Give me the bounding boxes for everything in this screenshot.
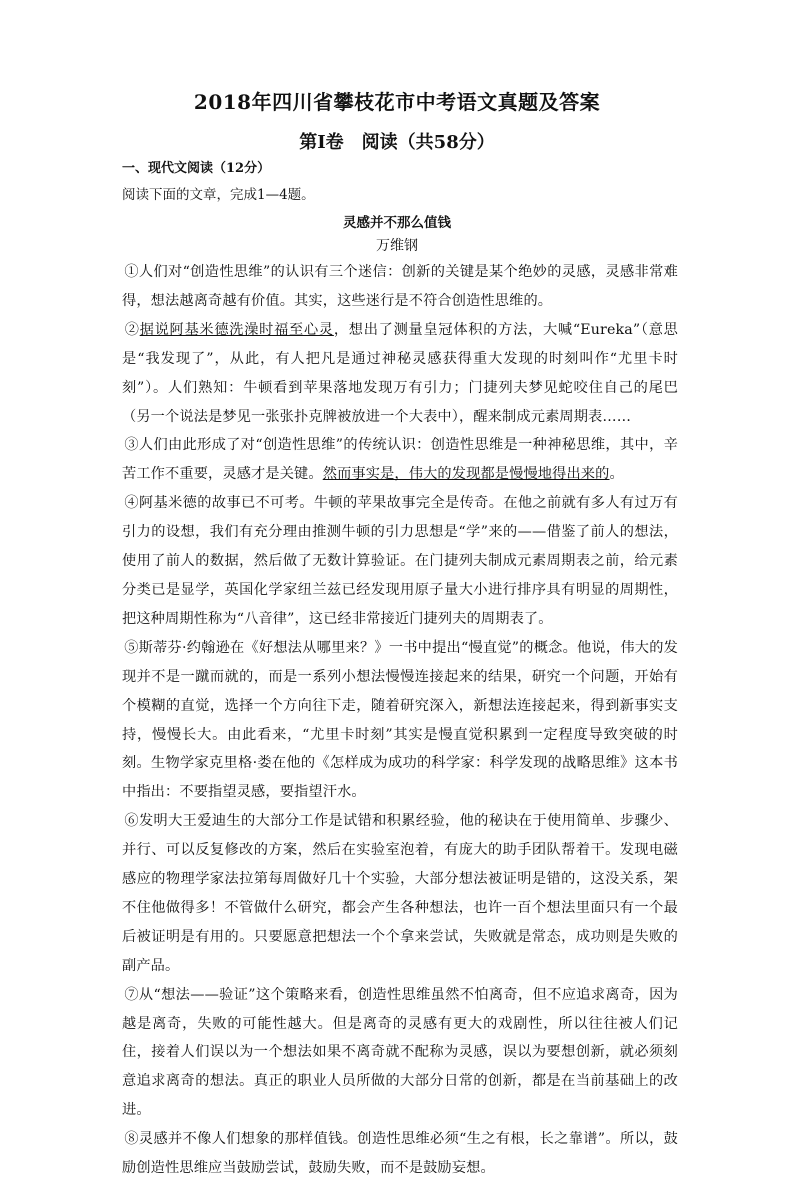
article-paragraph (122, 489, 678, 634)
article-paragraph (122, 1125, 678, 1183)
article-paragraph (122, 807, 678, 980)
paragraph-text: ③人们由此形成了对“创造性思维”的传统认识：创造性思维是一种神秘思维，其中，辛苦工作不重要，灵感才是关键。 (122, 437, 678, 483)
paragraph-text: ①人们对“创造性思维”的认识有三个迷信：创新的关键是某个绝妙的灵感，灵感非常难得，想法越离奇越有价值。其实，这些迷行是不符合创造性思维的。 (122, 264, 678, 309)
article-paragraph (122, 316, 678, 432)
article-paragraph (122, 981, 678, 1126)
paragraph-text: ⑤斯蒂芬·约翰逊在《好想法从哪里来？》一书中提出“慢直觉”的概念。他说，伟大的发现并不是一蹴而就的，而是一系列小想法慢慢连接起来的结果，研究一个问题，开始有个模糊的直觉，选择一个方向往下走，随着研究深入，新想法连接起来，得到新事实支持，慢慢长大。由此看来，“尤里卡时刻”其实是慢直觉积累到一定程度导致突破的时刻。生物学家克里格·娄在他的《怎样成为成功的科学家：科学发现的战略思维》这本书中指出：不要指望灵感，要指望汗水。 (122, 639, 678, 801)
part-section: 阅读（共58分） (361, 132, 495, 153)
underlined-text: 据说阿基米德洗澡时福至心灵 (139, 321, 334, 338)
paragraph-text: ⑥发明大王爱迪生的大部分工作是试错和积累经验，他的秘诀在于使用简单、步骤少、并行、可以反复修改的方案，然后在实验室泡着，有庞大的助手团队帮着干。发现电磁感应的物理学家法拉第每周做好几十个实验，大部分想法被证明是错的，这没关系，架不住他做得多！不管做什么研究，都会产生各种想法，也许一百个想法里面只有一个最后被证明是有用的。只要愿意把想法一个个拿来尝试，失败就是常态，成功则是失败的副产品。 (122, 813, 678, 974)
paragraph-text: 。 (609, 466, 624, 483)
underlined-text: 然而事实是，伟大的发现都是慢慢地得出来的 (322, 466, 610, 483)
part-label: 第Ⅰ卷 (299, 132, 344, 153)
article-body (122, 258, 678, 1183)
section-heading: 一、现代文阅读（12分） (122, 161, 271, 176)
article-paragraph (122, 634, 678, 807)
exam-title: 2018年四川省攀枝花市中考语文真题及答案 (193, 90, 601, 114)
paragraph-text: ⑦从“想法——验证”这个策略来看，创造性思维虽然不怕离奇，但不应追求离奇，因为越是离奇，失败的可能性越大。但是离奇的灵感有更大的戏剧性，所以往往被人们记住，接着人们误以为一个想法如果不离奇就不配称为灵感，误以为要想创新，就必须刻意追求离奇的想法。真正的职业人员所做的大部分日常的创新，都是在当前基础上的改进。 (122, 986, 678, 1119)
part-heading (0, 128, 794, 154)
instruction: 阅读下面的文章，完成1—4题。 (122, 187, 315, 203)
article-author: 万维钢 (376, 238, 418, 254)
article-paragraph (122, 258, 678, 316)
paragraph-text: ② (124, 321, 140, 338)
paragraph-text: ④阿基米德的故事已不可考。牛顿的苹果故事完全是传奇。在他之前就有多人有过万有引力的设想，我们有充分理由推测牛顿的引力思想是“学”来的——借鉴了前人的想法，使用了前人的数据，然后做了无数计算验证。在门捷列夫制成元素周期表之前，给元素分类已是显学，英国化学家纽兰兹已经发现用原子量大小进行排序具有明显的周期性，把这种周期性称为“八音律”，这已经非常接近门捷列夫的周期表了。 (122, 495, 678, 627)
paragraph-text: ，想出了测量皇冠体积的方法，大喊“Eureka”（意思是“我发现了”，从此，有人把凡是通过神秘灵感获得重大发现的时刻叫作“尤里卡时刻”）。人们熟知：牛顿看到苹果落地发现万有引力；门捷列夫梦见蛇咬住自己的尾巴（另一个说法是梦见一张张扑克牌被放进一个大表中），醒来制成元素周期表…… (122, 321, 679, 425)
article-title: 灵感并不那么值钱 (343, 215, 451, 231)
article-paragraph (122, 431, 678, 489)
paragraph-text: ⑧灵感并不像人们想象的那样值钱。创造性思维必须“生之有根，长之靠谱”。所以，鼓励创造性思维应当鼓励尝试，鼓励失败，而不是鼓励妄想。 (122, 1131, 678, 1177)
